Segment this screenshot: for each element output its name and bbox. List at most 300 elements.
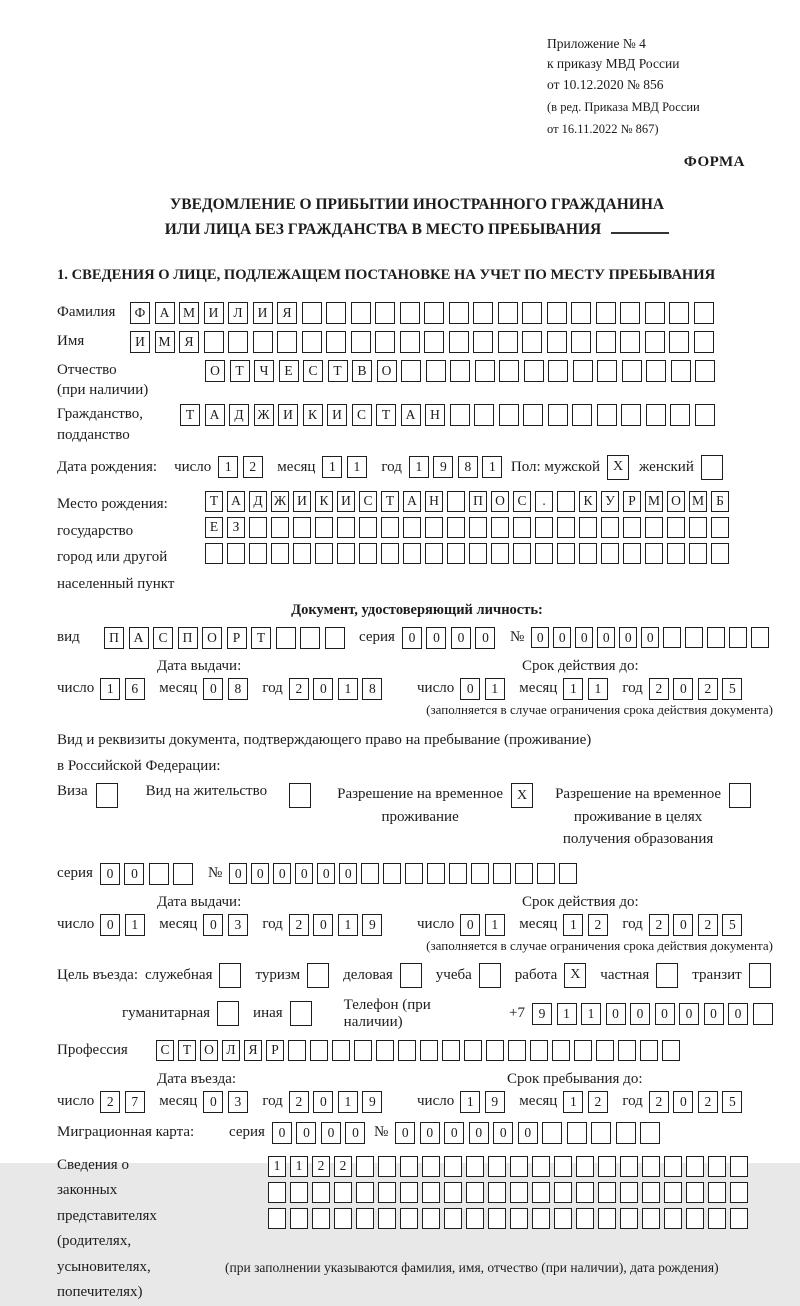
char-cell[interactable] — [707, 627, 725, 648]
char-cell[interactable] — [403, 543, 421, 564]
residence-checkbox[interactable] — [289, 783, 311, 808]
char-cell[interactable]: П — [469, 491, 487, 512]
guardians-row3-cells[interactable] — [268, 1208, 752, 1229]
char-cell[interactable] — [552, 1040, 570, 1061]
char-cell[interactable] — [276, 627, 296, 649]
char-cell[interactable] — [620, 1208, 638, 1229]
char-cell[interactable] — [664, 1208, 682, 1229]
checkbox-cell[interactable] — [290, 1001, 312, 1026]
char-cell[interactable] — [620, 1156, 638, 1177]
char-cell[interactable]: 0 — [100, 914, 120, 936]
char-cell[interactable] — [488, 1156, 506, 1177]
char-cell[interactable]: 0 — [402, 627, 422, 649]
char-cell[interactable] — [689, 517, 707, 538]
char-cell[interactable] — [524, 360, 544, 382]
char-cell[interactable] — [513, 543, 531, 564]
char-cell[interactable] — [686, 1208, 704, 1229]
char-cell[interactable] — [571, 331, 591, 353]
char-cell[interactable]: 2 — [312, 1156, 330, 1177]
char-cell[interactable] — [695, 404, 715, 426]
char-cell[interactable]: И — [253, 302, 273, 324]
char-cell[interactable] — [312, 1182, 330, 1203]
char-cell[interactable] — [642, 1208, 660, 1229]
char-cell[interactable]: 0 — [313, 914, 333, 936]
char-cell[interactable] — [670, 404, 690, 426]
char-cell[interactable] — [403, 517, 421, 538]
char-cell[interactable] — [623, 517, 641, 538]
char-cell[interactable] — [400, 1208, 418, 1229]
permit-issue-day[interactable] — [100, 914, 149, 936]
char-cell[interactable]: Е — [279, 360, 299, 382]
char-cell[interactable] — [596, 331, 616, 353]
char-cell[interactable]: Т — [251, 627, 271, 649]
sex-female-checkbox[interactable] — [701, 455, 723, 480]
char-cell[interactable]: 1 — [588, 678, 608, 700]
char-cell[interactable]: И — [204, 302, 224, 324]
char-cell[interactable] — [663, 627, 681, 648]
char-cell[interactable] — [426, 360, 446, 382]
char-cell[interactable] — [730, 1208, 748, 1229]
char-cell[interactable]: 0 — [469, 1122, 489, 1144]
char-cell[interactable] — [640, 1122, 660, 1144]
char-cell[interactable]: Д — [229, 404, 249, 426]
char-cell[interactable] — [383, 863, 401, 884]
char-cell[interactable]: С — [153, 627, 173, 649]
char-cell[interactable] — [601, 543, 619, 564]
char-cell[interactable]: 0 — [100, 863, 120, 885]
char-cell[interactable] — [332, 1040, 350, 1061]
char-cell[interactable]: Т — [381, 491, 399, 512]
char-cell[interactable]: 1 — [338, 678, 358, 700]
char-cell[interactable]: М — [179, 302, 199, 324]
char-cell[interactable]: 1 — [409, 456, 429, 478]
migration-num-cells[interactable] — [395, 1122, 665, 1144]
char-cell[interactable]: А — [403, 491, 421, 512]
char-cell[interactable]: 0 — [553, 627, 571, 648]
char-cell[interactable] — [547, 331, 567, 353]
permit-valid-day[interactable] — [460, 914, 509, 936]
char-cell[interactable] — [400, 1156, 418, 1177]
char-cell[interactable]: 0 — [229, 863, 247, 884]
stay-year[interactable] — [649, 1091, 747, 1113]
char-cell[interactable]: Н — [425, 491, 443, 512]
char-cell[interactable] — [450, 404, 470, 426]
char-cell[interactable] — [473, 302, 493, 324]
char-cell[interactable] — [671, 360, 691, 382]
char-cell[interactable]: 0 — [203, 914, 223, 936]
char-cell[interactable]: 0 — [124, 863, 144, 885]
doc-issue-day[interactable] — [100, 678, 149, 700]
entry-month[interactable] — [203, 1091, 252, 1113]
permit-issue-month[interactable] — [203, 914, 252, 936]
char-cell[interactable] — [669, 331, 689, 353]
char-cell[interactable] — [646, 360, 666, 382]
char-cell[interactable]: 1 — [322, 456, 342, 478]
char-cell[interactable]: 0 — [630, 1003, 650, 1025]
char-cell[interactable] — [510, 1208, 528, 1229]
char-cell[interactable] — [640, 1040, 658, 1061]
char-cell[interactable] — [579, 517, 597, 538]
stay-month[interactable] — [563, 1091, 612, 1113]
char-cell[interactable] — [557, 517, 575, 538]
char-cell[interactable] — [444, 1208, 462, 1229]
char-cell[interactable] — [598, 1208, 616, 1229]
char-cell[interactable]: 0 — [339, 863, 357, 884]
char-cell[interactable] — [618, 1040, 636, 1061]
char-cell[interactable]: 8 — [228, 678, 248, 700]
char-cell[interactable]: 0 — [606, 1003, 626, 1025]
char-cell[interactable]: 2 — [588, 914, 608, 936]
profession-cells[interactable] — [156, 1040, 684, 1061]
char-cell[interactable] — [449, 302, 469, 324]
char-cell[interactable]: 2 — [243, 456, 263, 478]
char-cell[interactable]: Т — [180, 404, 200, 426]
purpose-study-checkbox[interactable] — [479, 963, 501, 988]
char-cell[interactable] — [425, 517, 443, 538]
char-cell[interactable] — [359, 543, 377, 564]
char-cell[interactable]: Ф — [130, 302, 150, 324]
char-cell[interactable] — [642, 1182, 660, 1203]
char-cell[interactable] — [290, 1208, 308, 1229]
char-cell[interactable] — [450, 360, 470, 382]
char-cell[interactable] — [315, 517, 333, 538]
char-cell[interactable] — [499, 360, 519, 382]
char-cell[interactable]: 0 — [345, 1122, 365, 1144]
char-cell[interactable] — [513, 517, 531, 538]
char-cell[interactable]: 1 — [482, 456, 502, 478]
char-cell[interactable]: Ч — [254, 360, 274, 382]
char-cell[interactable] — [667, 517, 685, 538]
char-cell[interactable]: П — [178, 627, 198, 649]
char-cell[interactable]: Р — [227, 627, 247, 649]
char-cell[interactable] — [334, 1182, 352, 1203]
char-cell[interactable]: 0 — [597, 627, 615, 648]
char-cell[interactable] — [620, 1182, 638, 1203]
char-cell[interactable]: 0 — [420, 1122, 440, 1144]
char-cell[interactable]: 0 — [460, 678, 480, 700]
char-cell[interactable] — [601, 517, 619, 538]
char-cell[interactable] — [427, 863, 445, 884]
char-cell[interactable] — [471, 863, 489, 884]
char-cell[interactable] — [400, 331, 420, 353]
visa-checkbox[interactable] — [96, 783, 118, 808]
char-cell[interactable] — [469, 517, 487, 538]
char-cell[interactable] — [315, 543, 333, 564]
checkbox-cell[interactable] — [479, 963, 501, 988]
birthdate-month-cells[interactable] — [322, 456, 371, 478]
char-cell[interactable]: О — [377, 360, 397, 382]
char-cell[interactable] — [378, 1156, 396, 1177]
char-cell[interactable] — [547, 302, 567, 324]
checkbox-cell[interactable] — [289, 783, 311, 808]
char-cell[interactable] — [474, 404, 494, 426]
char-cell[interactable] — [334, 1208, 352, 1229]
purpose-transit-checkbox[interactable] — [749, 963, 771, 988]
doc-kind-cells[interactable] — [104, 627, 349, 649]
char-cell[interactable] — [622, 360, 642, 382]
char-cell[interactable]: 0 — [518, 1122, 538, 1144]
char-cell[interactable] — [173, 863, 193, 885]
char-cell[interactable] — [473, 331, 493, 353]
char-cell[interactable] — [522, 302, 542, 324]
char-cell[interactable] — [268, 1182, 286, 1203]
char-cell[interactable] — [708, 1182, 726, 1203]
purpose-commercial-checkbox[interactable] — [400, 963, 422, 988]
char-cell[interactable] — [597, 360, 617, 382]
char-cell[interactable]: П — [104, 627, 124, 649]
char-cell[interactable] — [686, 1156, 704, 1177]
char-cell[interactable]: 1 — [563, 678, 583, 700]
purpose-private-checkbox[interactable] — [656, 963, 678, 988]
char-cell[interactable] — [271, 517, 289, 538]
char-cell[interactable] — [645, 543, 663, 564]
char-cell[interactable]: 2 — [100, 1091, 120, 1113]
checkbox-cell[interactable]: X — [564, 963, 586, 988]
char-cell[interactable]: К — [579, 491, 597, 512]
char-cell[interactable]: 9 — [433, 456, 453, 478]
char-cell[interactable]: 5 — [722, 1091, 742, 1113]
char-cell[interactable]: 0 — [426, 627, 446, 649]
char-cell[interactable]: 2 — [588, 1091, 608, 1113]
char-cell[interactable] — [442, 1040, 460, 1061]
char-cell[interactable] — [751, 627, 769, 648]
char-cell[interactable] — [466, 1156, 484, 1177]
char-cell[interactable]: Л — [228, 302, 248, 324]
char-cell[interactable]: С — [156, 1040, 174, 1061]
char-cell[interactable]: 1 — [557, 1003, 577, 1025]
char-cell[interactable] — [498, 331, 518, 353]
char-cell[interactable] — [422, 1156, 440, 1177]
char-cell[interactable]: 1 — [581, 1003, 601, 1025]
birthplace-row3-cells[interactable] — [205, 543, 733, 564]
char-cell[interactable]: Т — [328, 360, 348, 382]
char-cell[interactable] — [288, 1040, 306, 1061]
char-cell[interactable] — [253, 331, 273, 353]
char-cell[interactable] — [711, 543, 729, 564]
char-cell[interactable] — [228, 331, 248, 353]
char-cell[interactable]: 0 — [655, 1003, 675, 1025]
char-cell[interactable]: 0 — [295, 863, 313, 884]
char-cell[interactable] — [493, 863, 511, 884]
birthdate-year-cells[interactable] — [409, 456, 507, 478]
checkbox-cell[interactable] — [729, 783, 751, 808]
char-cell[interactable] — [356, 1208, 374, 1229]
char-cell[interactable] — [554, 1208, 572, 1229]
doc-valid-year[interactable] — [649, 678, 747, 700]
char-cell[interactable]: 7 — [125, 1091, 145, 1113]
stay-day[interactable] — [460, 1091, 509, 1113]
char-cell[interactable]: 0 — [313, 1091, 333, 1113]
char-cell[interactable] — [645, 302, 665, 324]
char-cell[interactable] — [559, 863, 577, 884]
char-cell[interactable]: 1 — [268, 1156, 286, 1177]
char-cell[interactable] — [554, 1156, 572, 1177]
char-cell[interactable] — [293, 543, 311, 564]
char-cell[interactable]: В — [352, 360, 372, 382]
char-cell[interactable] — [290, 1182, 308, 1203]
char-cell[interactable] — [591, 1122, 611, 1144]
char-cell[interactable] — [508, 1040, 526, 1061]
char-cell[interactable]: О — [491, 491, 509, 512]
char-cell[interactable]: 1 — [338, 1091, 358, 1113]
char-cell[interactable]: 2 — [649, 914, 669, 936]
char-cell[interactable] — [405, 863, 423, 884]
char-cell[interactable] — [523, 404, 543, 426]
char-cell[interactable] — [571, 302, 591, 324]
char-cell[interactable] — [398, 1040, 416, 1061]
char-cell[interactable]: А — [129, 627, 149, 649]
char-cell[interactable]: 0 — [395, 1122, 415, 1144]
char-cell[interactable] — [475, 360, 495, 382]
char-cell[interactable] — [356, 1156, 374, 1177]
char-cell[interactable]: 3 — [228, 1091, 248, 1113]
char-cell[interactable] — [491, 517, 509, 538]
char-cell[interactable] — [645, 517, 663, 538]
char-cell[interactable]: 1 — [460, 1091, 480, 1113]
char-cell[interactable] — [532, 1156, 550, 1177]
char-cell[interactable] — [576, 1208, 594, 1229]
char-cell[interactable]: З — [227, 517, 245, 538]
char-cell[interactable]: У — [601, 491, 619, 512]
char-cell[interactable] — [510, 1182, 528, 1203]
birthdate-day-cells[interactable] — [218, 456, 267, 478]
char-cell[interactable] — [227, 543, 245, 564]
char-cell[interactable]: К — [315, 491, 333, 512]
char-cell[interactable] — [378, 1208, 396, 1229]
char-cell[interactable] — [401, 360, 421, 382]
char-cell[interactable] — [449, 331, 469, 353]
char-cell[interactable]: И — [293, 491, 311, 512]
doc-valid-month[interactable] — [563, 678, 612, 700]
char-cell[interactable]: 0 — [313, 678, 333, 700]
char-cell[interactable]: О — [205, 360, 225, 382]
char-cell[interactable] — [664, 1156, 682, 1177]
char-cell[interactable]: 2 — [649, 678, 669, 700]
guardians-row1-cells[interactable] — [268, 1156, 752, 1177]
char-cell[interactable] — [498, 302, 518, 324]
char-cell[interactable]: И — [337, 491, 355, 512]
char-cell[interactable] — [567, 1122, 587, 1144]
checkbox-cell[interactable]: X — [511, 783, 533, 808]
char-cell[interactable] — [548, 404, 568, 426]
char-cell[interactable]: Т — [376, 404, 396, 426]
char-cell[interactable] — [491, 543, 509, 564]
char-cell[interactable] — [400, 1182, 418, 1203]
char-cell[interactable]: 5 — [722, 678, 742, 700]
char-cell[interactable]: 0 — [641, 627, 659, 648]
char-cell[interactable]: 2 — [698, 1091, 718, 1113]
char-cell[interactable]: С — [359, 491, 377, 512]
char-cell[interactable] — [422, 1182, 440, 1203]
char-cell[interactable] — [425, 543, 443, 564]
patronymic-cells[interactable] — [205, 360, 720, 382]
char-cell[interactable]: 0 — [575, 627, 593, 648]
char-cell[interactable] — [753, 1003, 773, 1025]
char-cell[interactable] — [277, 331, 297, 353]
char-cell[interactable]: 0 — [273, 863, 291, 884]
char-cell[interactable] — [469, 543, 487, 564]
entry-year[interactable] — [289, 1091, 387, 1113]
char-cell[interactable]: А — [155, 302, 175, 324]
char-cell[interactable]: С — [303, 360, 323, 382]
doc-issue-month[interactable] — [203, 678, 252, 700]
permit-valid-year[interactable] — [649, 914, 747, 936]
guardians-row2-cells[interactable] — [268, 1182, 752, 1203]
char-cell[interactable] — [510, 1156, 528, 1177]
char-cell[interactable]: 1 — [290, 1156, 308, 1177]
edu-permit-checkbox[interactable] — [729, 783, 751, 808]
checkbox-cell[interactable] — [701, 455, 723, 480]
checkbox-cell[interactable] — [96, 783, 118, 808]
char-cell[interactable]: 8 — [458, 456, 478, 478]
char-cell[interactable] — [579, 543, 597, 564]
char-cell[interactable] — [310, 1040, 328, 1061]
char-cell[interactable] — [535, 517, 553, 538]
permit-num-cells[interactable] — [229, 863, 581, 884]
char-cell[interactable] — [351, 302, 371, 324]
char-cell[interactable] — [664, 1182, 682, 1203]
char-cell[interactable] — [667, 543, 685, 564]
char-cell[interactable] — [695, 360, 715, 382]
char-cell[interactable] — [708, 1156, 726, 1177]
char-cell[interactable]: . — [535, 491, 553, 512]
char-cell[interactable] — [375, 331, 395, 353]
char-cell[interactable]: О — [200, 1040, 218, 1061]
char-cell[interactable]: 9 — [485, 1091, 505, 1113]
char-cell[interactable]: Р — [623, 491, 641, 512]
char-cell[interactable] — [576, 1182, 594, 1203]
char-cell[interactable]: А — [205, 404, 225, 426]
char-cell[interactable] — [598, 1156, 616, 1177]
char-cell[interactable]: Т — [178, 1040, 196, 1061]
char-cell[interactable]: 0 — [321, 1122, 341, 1144]
char-cell[interactable]: 0 — [317, 863, 335, 884]
char-cell[interactable] — [730, 1182, 748, 1203]
char-cell[interactable]: С — [513, 491, 531, 512]
char-cell[interactable] — [375, 302, 395, 324]
doc-valid-day[interactable] — [460, 678, 509, 700]
char-cell[interactable] — [522, 331, 542, 353]
char-cell[interactable]: 1 — [563, 1091, 583, 1113]
char-cell[interactable] — [694, 331, 714, 353]
char-cell[interactable] — [596, 1040, 614, 1061]
char-cell[interactable] — [302, 331, 322, 353]
checkbox-cell[interactable] — [217, 1001, 239, 1026]
char-cell[interactable] — [598, 1182, 616, 1203]
char-cell[interactable]: С — [352, 404, 372, 426]
char-cell[interactable] — [466, 1182, 484, 1203]
char-cell[interactable] — [542, 1122, 562, 1144]
char-cell[interactable] — [312, 1208, 330, 1229]
char-cell[interactable] — [711, 517, 729, 538]
char-cell[interactable] — [689, 543, 707, 564]
char-cell[interactable]: М — [645, 491, 663, 512]
char-cell[interactable]: Я — [244, 1040, 262, 1061]
char-cell[interactable]: 0 — [296, 1122, 316, 1144]
char-cell[interactable]: 0 — [619, 627, 637, 648]
char-cell[interactable]: 0 — [444, 1122, 464, 1144]
char-cell[interactable] — [623, 543, 641, 564]
doc-issue-year[interactable] — [289, 678, 387, 700]
char-cell[interactable] — [729, 627, 747, 648]
char-cell[interactable] — [381, 543, 399, 564]
char-cell[interactable] — [378, 1182, 396, 1203]
char-cell[interactable] — [573, 360, 593, 382]
char-cell[interactable]: 2 — [289, 678, 309, 700]
char-cell[interactable]: Л — [222, 1040, 240, 1061]
citizenship-cells[interactable] — [180, 404, 719, 426]
permit-issue-year[interactable] — [289, 914, 387, 936]
